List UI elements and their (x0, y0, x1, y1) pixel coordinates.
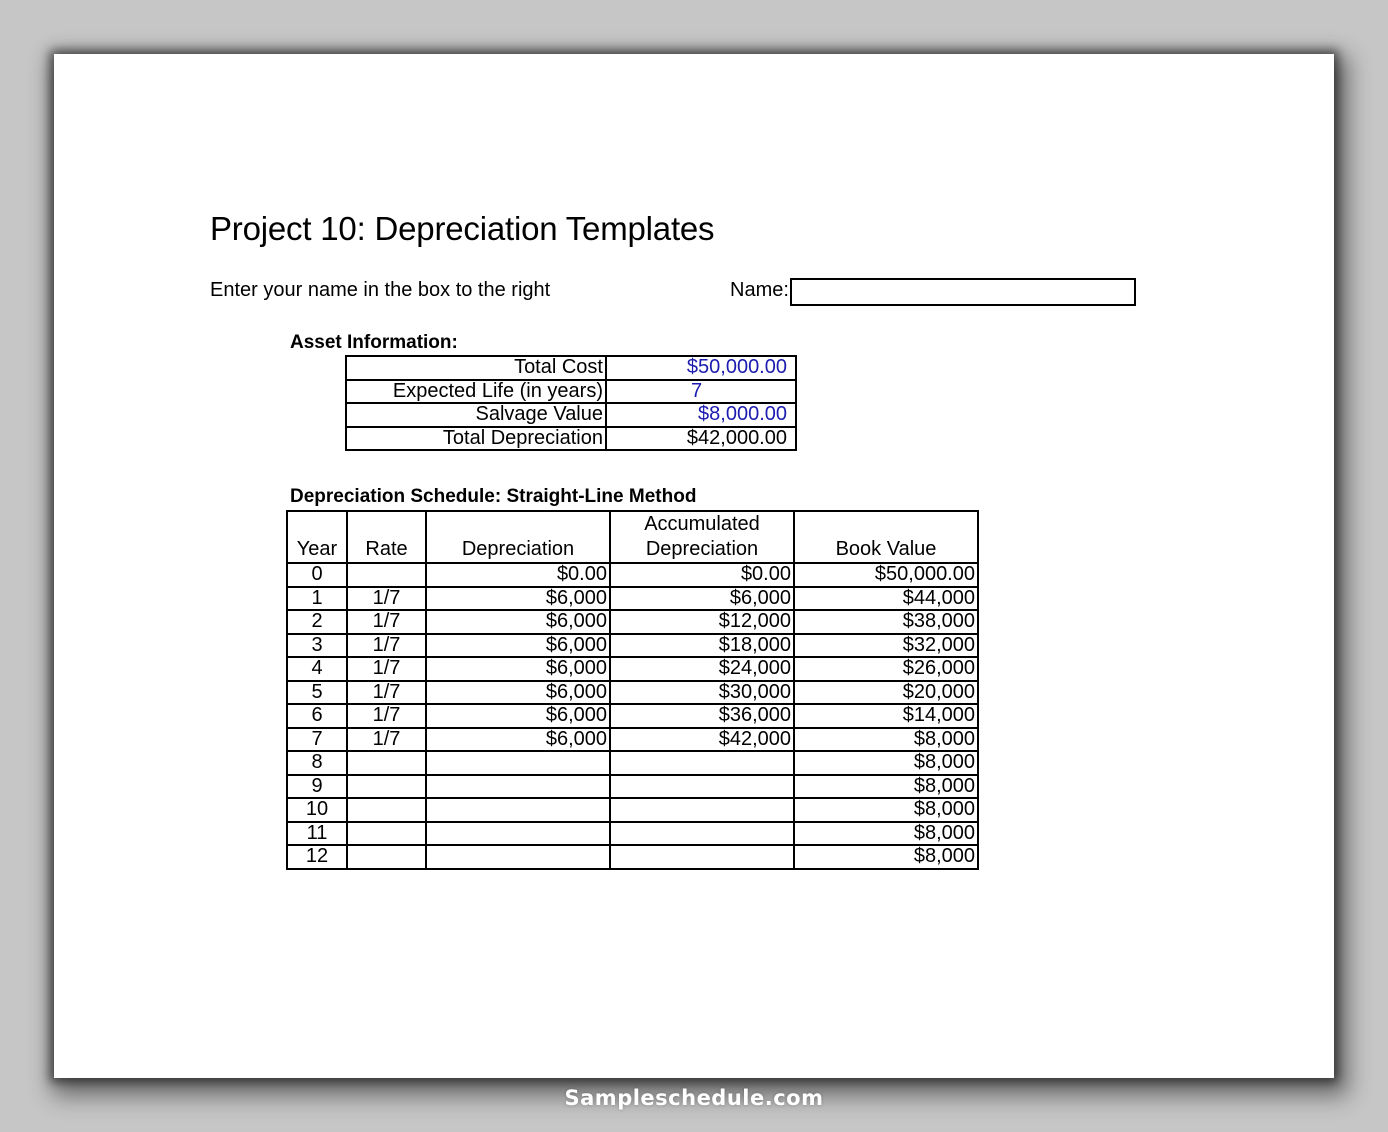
asset-row-salvage-value (346, 403, 796, 427)
depreciation-cell (426, 822, 610, 846)
table-row (287, 563, 978, 587)
book-value-cell: $8,000 (794, 822, 978, 846)
asset-info-heading: Asset Information: (290, 332, 458, 353)
depreciation-cell (426, 775, 610, 799)
schedule-header-row (287, 511, 978, 563)
book-value-cell: $8,000 (794, 798, 978, 822)
asset-label: Expected Life (in years) (346, 380, 606, 404)
book-value-cell: $44,000 (794, 587, 978, 611)
asset-label: Salvage Value (346, 403, 606, 427)
header-accumulated-line2: Depreciation (645, 538, 759, 560)
table-row (287, 587, 978, 611)
rate-cell (347, 563, 426, 587)
rate-cell (347, 775, 426, 799)
depreciation-cell: $6,000 (426, 704, 610, 728)
depreciation-cell: $6,000 (426, 610, 610, 634)
depreciation-cell: $6,000 (426, 681, 610, 705)
book-value-cell: $8,000 (794, 751, 978, 775)
rate-cell: 1/7 (347, 610, 426, 634)
book-value-cell: $8,000 (794, 845, 978, 869)
header-accumulated-depreciation (610, 511, 794, 563)
header-accumulated-line1: Accumulated (644, 513, 760, 535)
schedule-heading: Depreciation Schedule: Straight-Line Method (290, 486, 697, 507)
asset-row-total-depreciation (346, 427, 796, 451)
rate-cell (347, 845, 426, 869)
year-cell: 8 (287, 751, 347, 775)
total-depreciation-cell: $42,000.00 (606, 427, 796, 451)
year-cell: 7 (287, 728, 347, 752)
accumulated-cell: $42,000 (610, 728, 794, 752)
book-value-cell: $14,000 (794, 704, 978, 728)
rate-cell: 1/7 (347, 681, 426, 705)
accumulated-cell: $24,000 (610, 657, 794, 681)
accumulated-cell (610, 775, 794, 799)
book-value-cell: $8,000 (794, 775, 978, 799)
table-row (287, 775, 978, 799)
table-row (287, 845, 978, 869)
name-label: Name: (730, 279, 789, 301)
accumulated-cell (610, 845, 794, 869)
table-row (287, 634, 978, 658)
table-row (287, 751, 978, 775)
year-cell: 6 (287, 704, 347, 728)
year-cell: 11 (287, 822, 347, 846)
document-page (54, 54, 1334, 1078)
table-row (287, 822, 978, 846)
table-row (287, 681, 978, 705)
book-value-cell: $32,000 (794, 634, 978, 658)
depreciation-cell (426, 751, 610, 775)
year-cell: 5 (287, 681, 347, 705)
year-cell: 12 (287, 845, 347, 869)
year-cell: 4 (287, 657, 347, 681)
accumulated-cell (610, 751, 794, 775)
accumulated-cell: $36,000 (610, 704, 794, 728)
header-depreciation: Depreciation (426, 511, 610, 563)
rate-cell: 1/7 (347, 657, 426, 681)
asset-label: Total Depreciation (346, 427, 606, 451)
table-row (287, 610, 978, 634)
depreciation-cell: $6,000 (426, 634, 610, 658)
accumulated-cell (610, 822, 794, 846)
book-value-cell: $20,000 (794, 681, 978, 705)
rate-cell: 1/7 (347, 728, 426, 752)
accumulated-cell: $0.00 (610, 563, 794, 587)
rate-cell (347, 798, 426, 822)
name-input[interactable] (790, 278, 1136, 306)
rate-cell: 1/7 (347, 704, 426, 728)
page-title: Project 10: Depreciation Templates (210, 210, 715, 247)
table-row (287, 704, 978, 728)
year-cell: 2 (287, 610, 347, 634)
year-cell: 9 (287, 775, 347, 799)
accumulated-cell: $12,000 (610, 610, 794, 634)
table-row (287, 798, 978, 822)
depreciation-cell: $6,000 (426, 657, 610, 681)
table-row (287, 728, 978, 752)
year-cell: 3 (287, 634, 347, 658)
expected-life-cell[interactable]: 7 (606, 380, 796, 404)
depreciation-schedule-table (286, 510, 979, 870)
rate-cell (347, 751, 426, 775)
year-cell: 10 (287, 798, 347, 822)
rate-cell (347, 822, 426, 846)
header-book-value: Book Value (794, 511, 978, 563)
accumulated-cell (610, 798, 794, 822)
accumulated-cell: $30,000 (610, 681, 794, 705)
accumulated-cell: $6,000 (610, 587, 794, 611)
depreciation-cell: $0.00 (426, 563, 610, 587)
asset-row-total-cost (346, 356, 796, 380)
header-year: Year (287, 511, 347, 563)
book-value-cell: $50,000.00 (794, 563, 978, 587)
asset-info-table (345, 355, 797, 451)
depreciation-cell: $6,000 (426, 728, 610, 752)
depreciation-cell: $6,000 (426, 587, 610, 611)
book-value-cell: $26,000 (794, 657, 978, 681)
asset-row-expected-life (346, 380, 796, 404)
depreciation-cell (426, 845, 610, 869)
accumulated-cell: $18,000 (610, 634, 794, 658)
year-cell: 0 (287, 563, 347, 587)
depreciation-cell (426, 798, 610, 822)
year-cell: 1 (287, 587, 347, 611)
salvage-value-cell[interactable]: $8,000.00 (606, 403, 796, 427)
total-cost-cell[interactable]: $50,000.00 (606, 356, 796, 380)
name-instruction: Enter your name in the box to the right (210, 279, 551, 301)
rate-cell: 1/7 (347, 634, 426, 658)
book-value-cell: $8,000 (794, 728, 978, 752)
book-value-cell: $38,000 (794, 610, 978, 634)
header-rate: Rate (347, 511, 426, 563)
table-row (287, 657, 978, 681)
asset-label: Total Cost (346, 356, 606, 380)
rate-cell: 1/7 (347, 587, 426, 611)
watermark-text: Sampleschedule.com (564, 1086, 824, 1110)
